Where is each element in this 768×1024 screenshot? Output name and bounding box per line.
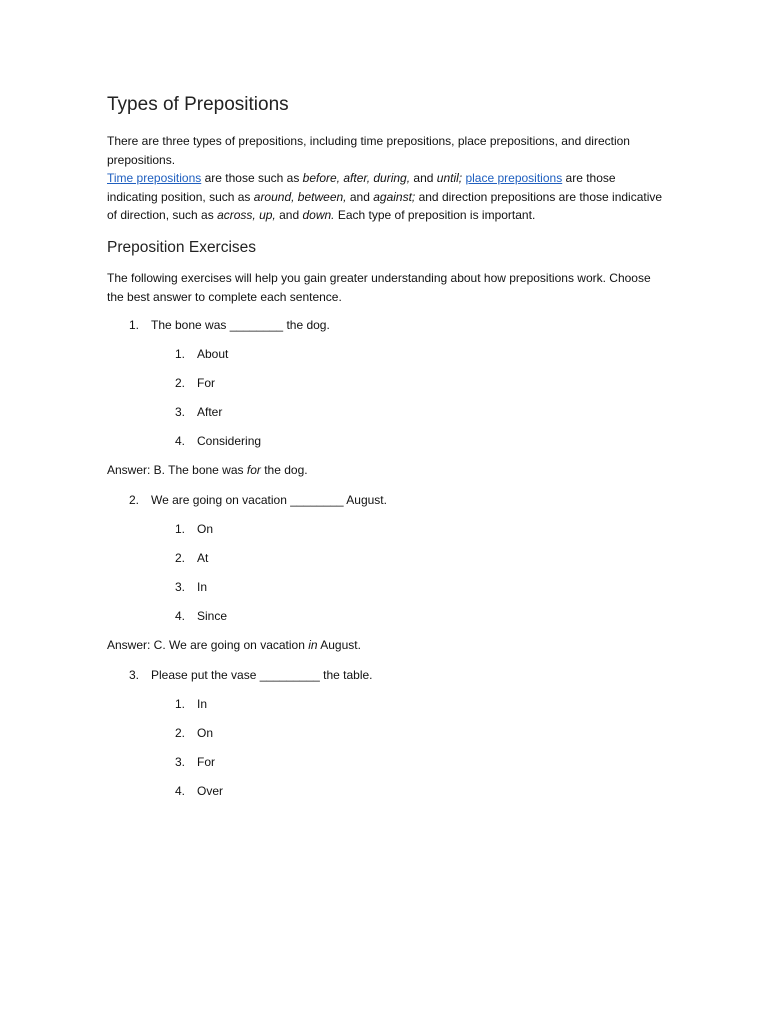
answer-italic: for bbox=[246, 463, 261, 478]
answer-line bbox=[107, 636, 667, 666]
option-item bbox=[107, 403, 667, 432]
option-item bbox=[107, 549, 667, 578]
question-number: 1. bbox=[129, 318, 140, 333]
intro-text: and bbox=[346, 189, 374, 204]
option-item bbox=[107, 374, 667, 403]
option-number: 3. bbox=[175, 580, 186, 595]
option-number: 1. bbox=[175, 347, 186, 362]
intro-italic: before, after, during, bbox=[302, 171, 411, 186]
question-block bbox=[107, 491, 667, 666]
option-text: In bbox=[197, 580, 208, 595]
intro-italic: against; bbox=[373, 189, 416, 204]
option-number: 4. bbox=[175, 434, 186, 449]
option-number: 3. bbox=[175, 755, 186, 770]
intro-italic: down. bbox=[302, 208, 335, 223]
section-title: Preposition Exercises bbox=[107, 238, 257, 256]
answer-text: Answer: C. We are going on vacation bbox=[107, 638, 309, 653]
question-text: The bone was ________ the dog. bbox=[151, 318, 330, 333]
option-number: 2. bbox=[175, 551, 186, 566]
option-text: Since bbox=[197, 609, 228, 624]
option-number: 2. bbox=[175, 726, 186, 741]
option-text: About bbox=[197, 347, 229, 362]
option-item bbox=[107, 724, 667, 753]
option-item bbox=[107, 432, 667, 461]
option-text: For bbox=[197, 755, 215, 770]
place-prepositions-link[interactable]: place prepositions bbox=[465, 171, 563, 186]
option-text: In bbox=[197, 697, 208, 712]
intro-text: and direction prepositions are those indicative of direction, such as bbox=[107, 189, 663, 223]
option-item bbox=[107, 607, 667, 636]
question-number: 3. bbox=[129, 668, 140, 683]
section-intro: The following exercises will help you gain greater understanding about how prepositions work. Choose the best answer to complete each sentence. bbox=[107, 270, 651, 304]
option-item bbox=[107, 753, 667, 782]
intro-line-1: There are three types of prepositions, including time prepositions, place prepositions, and direction prepositions. bbox=[107, 134, 630, 167]
option-text: On bbox=[197, 522, 214, 537]
option-text: Over bbox=[197, 784, 224, 799]
question-text: We are going on vacation ________ August. bbox=[151, 493, 387, 508]
option-text: For bbox=[197, 376, 215, 391]
intro-text: and bbox=[410, 171, 437, 186]
question-1 bbox=[107, 316, 667, 345]
option-number: 1. bbox=[175, 697, 186, 712]
option-number: 4. bbox=[175, 784, 186, 799]
document-page bbox=[107, 92, 667, 811]
intro-italic: around, between, bbox=[253, 189, 347, 204]
option-item bbox=[107, 345, 667, 374]
option-text: After bbox=[197, 405, 223, 420]
answer-italic: in bbox=[308, 638, 318, 653]
option-number: 2. bbox=[175, 376, 186, 391]
option-item bbox=[107, 578, 667, 607]
intro-text: and bbox=[275, 208, 303, 223]
question-3 bbox=[107, 666, 667, 695]
intro-italic: until; bbox=[436, 171, 463, 186]
intro-paragraph bbox=[107, 132, 667, 225]
option-item bbox=[107, 520, 667, 549]
answer-text: the dog. bbox=[260, 463, 308, 478]
intro-text: Each type of preposition is important. bbox=[334, 208, 536, 223]
intro-text: are those such as bbox=[201, 171, 303, 186]
question-block bbox=[107, 316, 667, 491]
time-prepositions-link[interactable]: Time prepositions bbox=[107, 171, 202, 186]
option-number: 3. bbox=[175, 405, 186, 420]
option-text: Considering bbox=[197, 434, 262, 449]
intro-italic: across, up, bbox=[217, 208, 276, 223]
option-number: 4. bbox=[175, 609, 186, 624]
question-block bbox=[107, 666, 667, 811]
question-number: 2. bbox=[129, 493, 140, 508]
question-text: Please put the vase _________ the table. bbox=[151, 668, 373, 683]
intro-text: are those indicating position, such as bbox=[107, 171, 616, 204]
question-2 bbox=[107, 491, 667, 520]
option-text: At bbox=[197, 551, 209, 566]
page-title: Types of Prepositions bbox=[107, 94, 289, 115]
answer-text: August. bbox=[317, 638, 361, 653]
option-text: On bbox=[197, 726, 214, 741]
answer-line bbox=[107, 461, 667, 491]
option-number: 1. bbox=[175, 522, 186, 537]
option-item bbox=[107, 782, 667, 811]
answer-text: Answer: B. The bone was bbox=[107, 463, 247, 478]
option-item bbox=[107, 695, 667, 724]
